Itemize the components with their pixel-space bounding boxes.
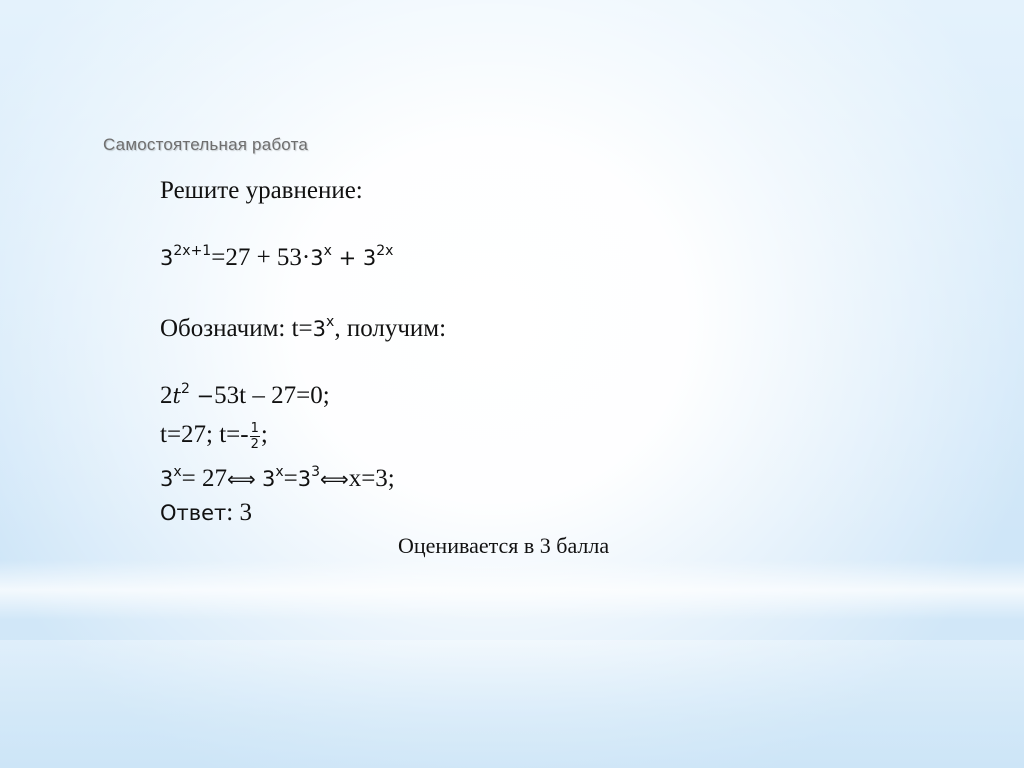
solution-base-2: 3 xyxy=(261,467,276,491)
substitution-base: 3 xyxy=(312,317,327,341)
iff-arrow-icon: ⟺ xyxy=(320,467,349,491)
background-bottom-band xyxy=(0,640,1024,768)
roots-prefix: t=27; t=- xyxy=(160,421,249,449)
substitution-exponent: x xyxy=(326,314,335,330)
solution-exponent-3: 3 xyxy=(311,464,321,480)
solution-exponent-1: x xyxy=(173,464,182,480)
solution-part-1: = 27 xyxy=(181,465,228,492)
roots-line xyxy=(160,422,268,451)
quadratic-rest: 53t – 27=0; xyxy=(214,382,330,409)
solution-equals: = xyxy=(283,465,298,492)
equation-exponent-2: x xyxy=(323,243,332,259)
solution-exponent-2: x xyxy=(275,464,284,480)
equation-exponent-3: 2x xyxy=(376,243,394,259)
slide-title: Самостоятельная работа xyxy=(103,135,309,154)
substitution-suffix: , получим: xyxy=(334,315,447,342)
quadratic-coefficient: 2 xyxy=(160,382,173,409)
background-light-band xyxy=(0,560,1024,620)
roots-suffix: ; xyxy=(260,421,268,449)
fraction-numerator: 1 xyxy=(250,421,259,436)
equation-base-2: 3 xyxy=(310,246,324,270)
equation-base-3: 3 xyxy=(362,246,377,270)
quadratic-exponent: 2 xyxy=(180,381,190,397)
quadratic-line xyxy=(160,383,330,408)
task-instruction: Решите уравнение: xyxy=(160,177,363,204)
solution-base-3: 3 xyxy=(297,467,312,491)
answer-line xyxy=(160,500,252,525)
answer-label: Ответ xyxy=(160,501,227,525)
equation-middle: =27 + 53· xyxy=(211,244,311,271)
solution-line xyxy=(160,466,395,491)
solution-base-1: 3 xyxy=(160,467,174,491)
iff-arrow-icon: ⟺ xyxy=(227,467,256,491)
quadratic-minus: − xyxy=(189,384,215,408)
equation-line xyxy=(160,245,393,270)
fraction-denominator: 2 xyxy=(250,437,259,452)
equation-plus: + xyxy=(331,246,363,270)
equation-exponent-1: 2x+1 xyxy=(173,243,212,259)
grading-note: Оценивается в 3 балла xyxy=(398,533,610,558)
solution-result: x=3; xyxy=(348,465,395,492)
quadratic-variable: t xyxy=(172,384,181,408)
fraction xyxy=(250,422,260,451)
equation-base-1: 3 xyxy=(160,246,174,270)
substitution-line xyxy=(160,316,446,341)
substitution-prefix: Обозначим: t= xyxy=(160,315,313,342)
answer-value: : 3 xyxy=(226,499,252,526)
